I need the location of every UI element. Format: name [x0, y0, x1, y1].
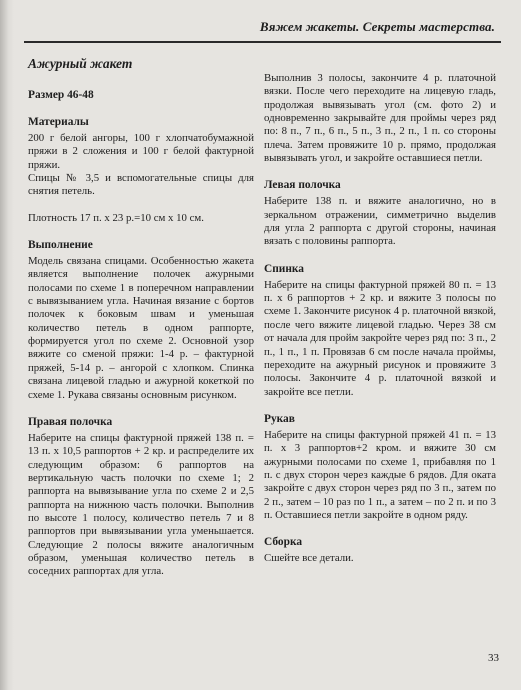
assembly-text: Сшейте все детали. [264, 552, 354, 565]
right-front-text: Наберите на спицы фактурной пряжей 138 п. = 13 п. х 10,5 раппортов + 2 кр. и распределите их следующим образом: 6 раппортов на вертикальную часть полочки по схеме 1; 2 раппорта на вывязывание угла по схеме 2 и 2,5 раппорта на нижнюю часть полочки. Выполнив по высоте 1 полосу, количество петель 7 и 8 раппортов при вывязывании угла уменьшается. Следующие 2 полосы вяжите аналогичным образом, уменьшая количество петель в соседних раппортах для угла. [28, 431, 254, 578]
materials-text: 200 г белой ангоры, 100 г хлопчатобумажной пряжи в 2 сложения и 100 г белой фактурной пряжи. [28, 132, 254, 171]
left-front-heading: Левая полочка [264, 179, 341, 192]
back-text: Наберите на спицы фактурной пряжей 80 п. = 13 п. х 6 раппортов + 2 кр. и вяжите 3 полосы по схеме 1. Закончите рисунок 4 р. платочной вязкой, после чего вяжите лицевой гладью. Через 38 см от начала для пройм закройте через ряд по: 3 п., 2 п., 1 п., 1 п. Провязав 6 см после начала проймы, переходите на ажурный рисунок и провяжите 3 полосы. Закончите 4 р. платочной вязкой и закройте все петли. [264, 278, 496, 398]
right-front-heading: Правая полочка [28, 415, 113, 428]
sleeve-text: Наберите на спицы фактурной пряжей 41 п. = 13 п. х 3 раппортов+2 кром. и вяжите 30 см ажурными полосами по схеме 1, прибавляя по 1 п. с двух сторон через каждые 6 рядов. Для оката закройте с двух сторон через ряд по 3 п., затем по 2 п., затем – 10 раз по 1 п., а затем – по 2 п. и по 3 п. Оставшиеся петли закройте в одном ряду. [264, 428, 496, 521]
execution-text: Модель связана спицами. Особенностью жакета является выполнение полочек ажурными полосами по схеме 1 в поперечном направлении с вывязыванием угла. Начиная вязание с бортов полочек к боковым швам и уменьшая количество петель в одном раппорте, формируется угол по схеме 2. Основной узор вяжите со сменой пряжи: 1-4 р. – фактурной пряжей, 5-14 р. – ангорой с хлопком. Спинка связана лицевой гладью и ажурной кокеткой по схеме 1. Рукава связаны основным рисунком. [28, 255, 254, 401]
article-title: Ажурный жакет [28, 56, 133, 71]
density-text: Плотность 17 п. х 23 р.=10 см х 10 см. [28, 211, 204, 224]
assembly-heading: Сборка [264, 536, 303, 549]
sleeve-heading: Рукав [264, 412, 295, 425]
binding-shadow [0, 0, 14, 690]
size-heading: Размер 46-48 [28, 89, 94, 101]
back-heading: Спинка [264, 262, 305, 275]
execution-heading: Выполнение [28, 239, 93, 252]
materials-heading: Материалы [28, 116, 89, 128]
needles-text: Спицы № 3,5 и вспомогательные спицы для снятия петель. [28, 172, 254, 198]
running-head [24, 11, 501, 43]
running-head-title: Вяжем жакеты. Секреты мастерства. [259, 19, 495, 34]
continuation-text: Выполнив 3 полосы, закончите 4 р. платочной вязки. После чего переходите на лицевую гладь, продолжая вывязывать угол (см. фото 2) и одновременно закрывайте для проймы через ряд по: 8 п., 7 п., 6 п., 5 п., 3 п., 2 п., 1 п. со стороны плеча. Затем провяжите 10 р. прямо, продолжая вывязывать угол, и закройте оставшиеся петли. [264, 72, 496, 165]
page-number: 33 [488, 652, 499, 664]
left-column [28, 54, 254, 579]
right-column [264, 72, 496, 566]
left-front-text: Наберите 138 п. и вяжите аналогично, но в зеркальном отражении, симметрично выделив для угла 2 раппорта с другой стороны, начиная вязать с половины раппорта. [264, 195, 496, 248]
